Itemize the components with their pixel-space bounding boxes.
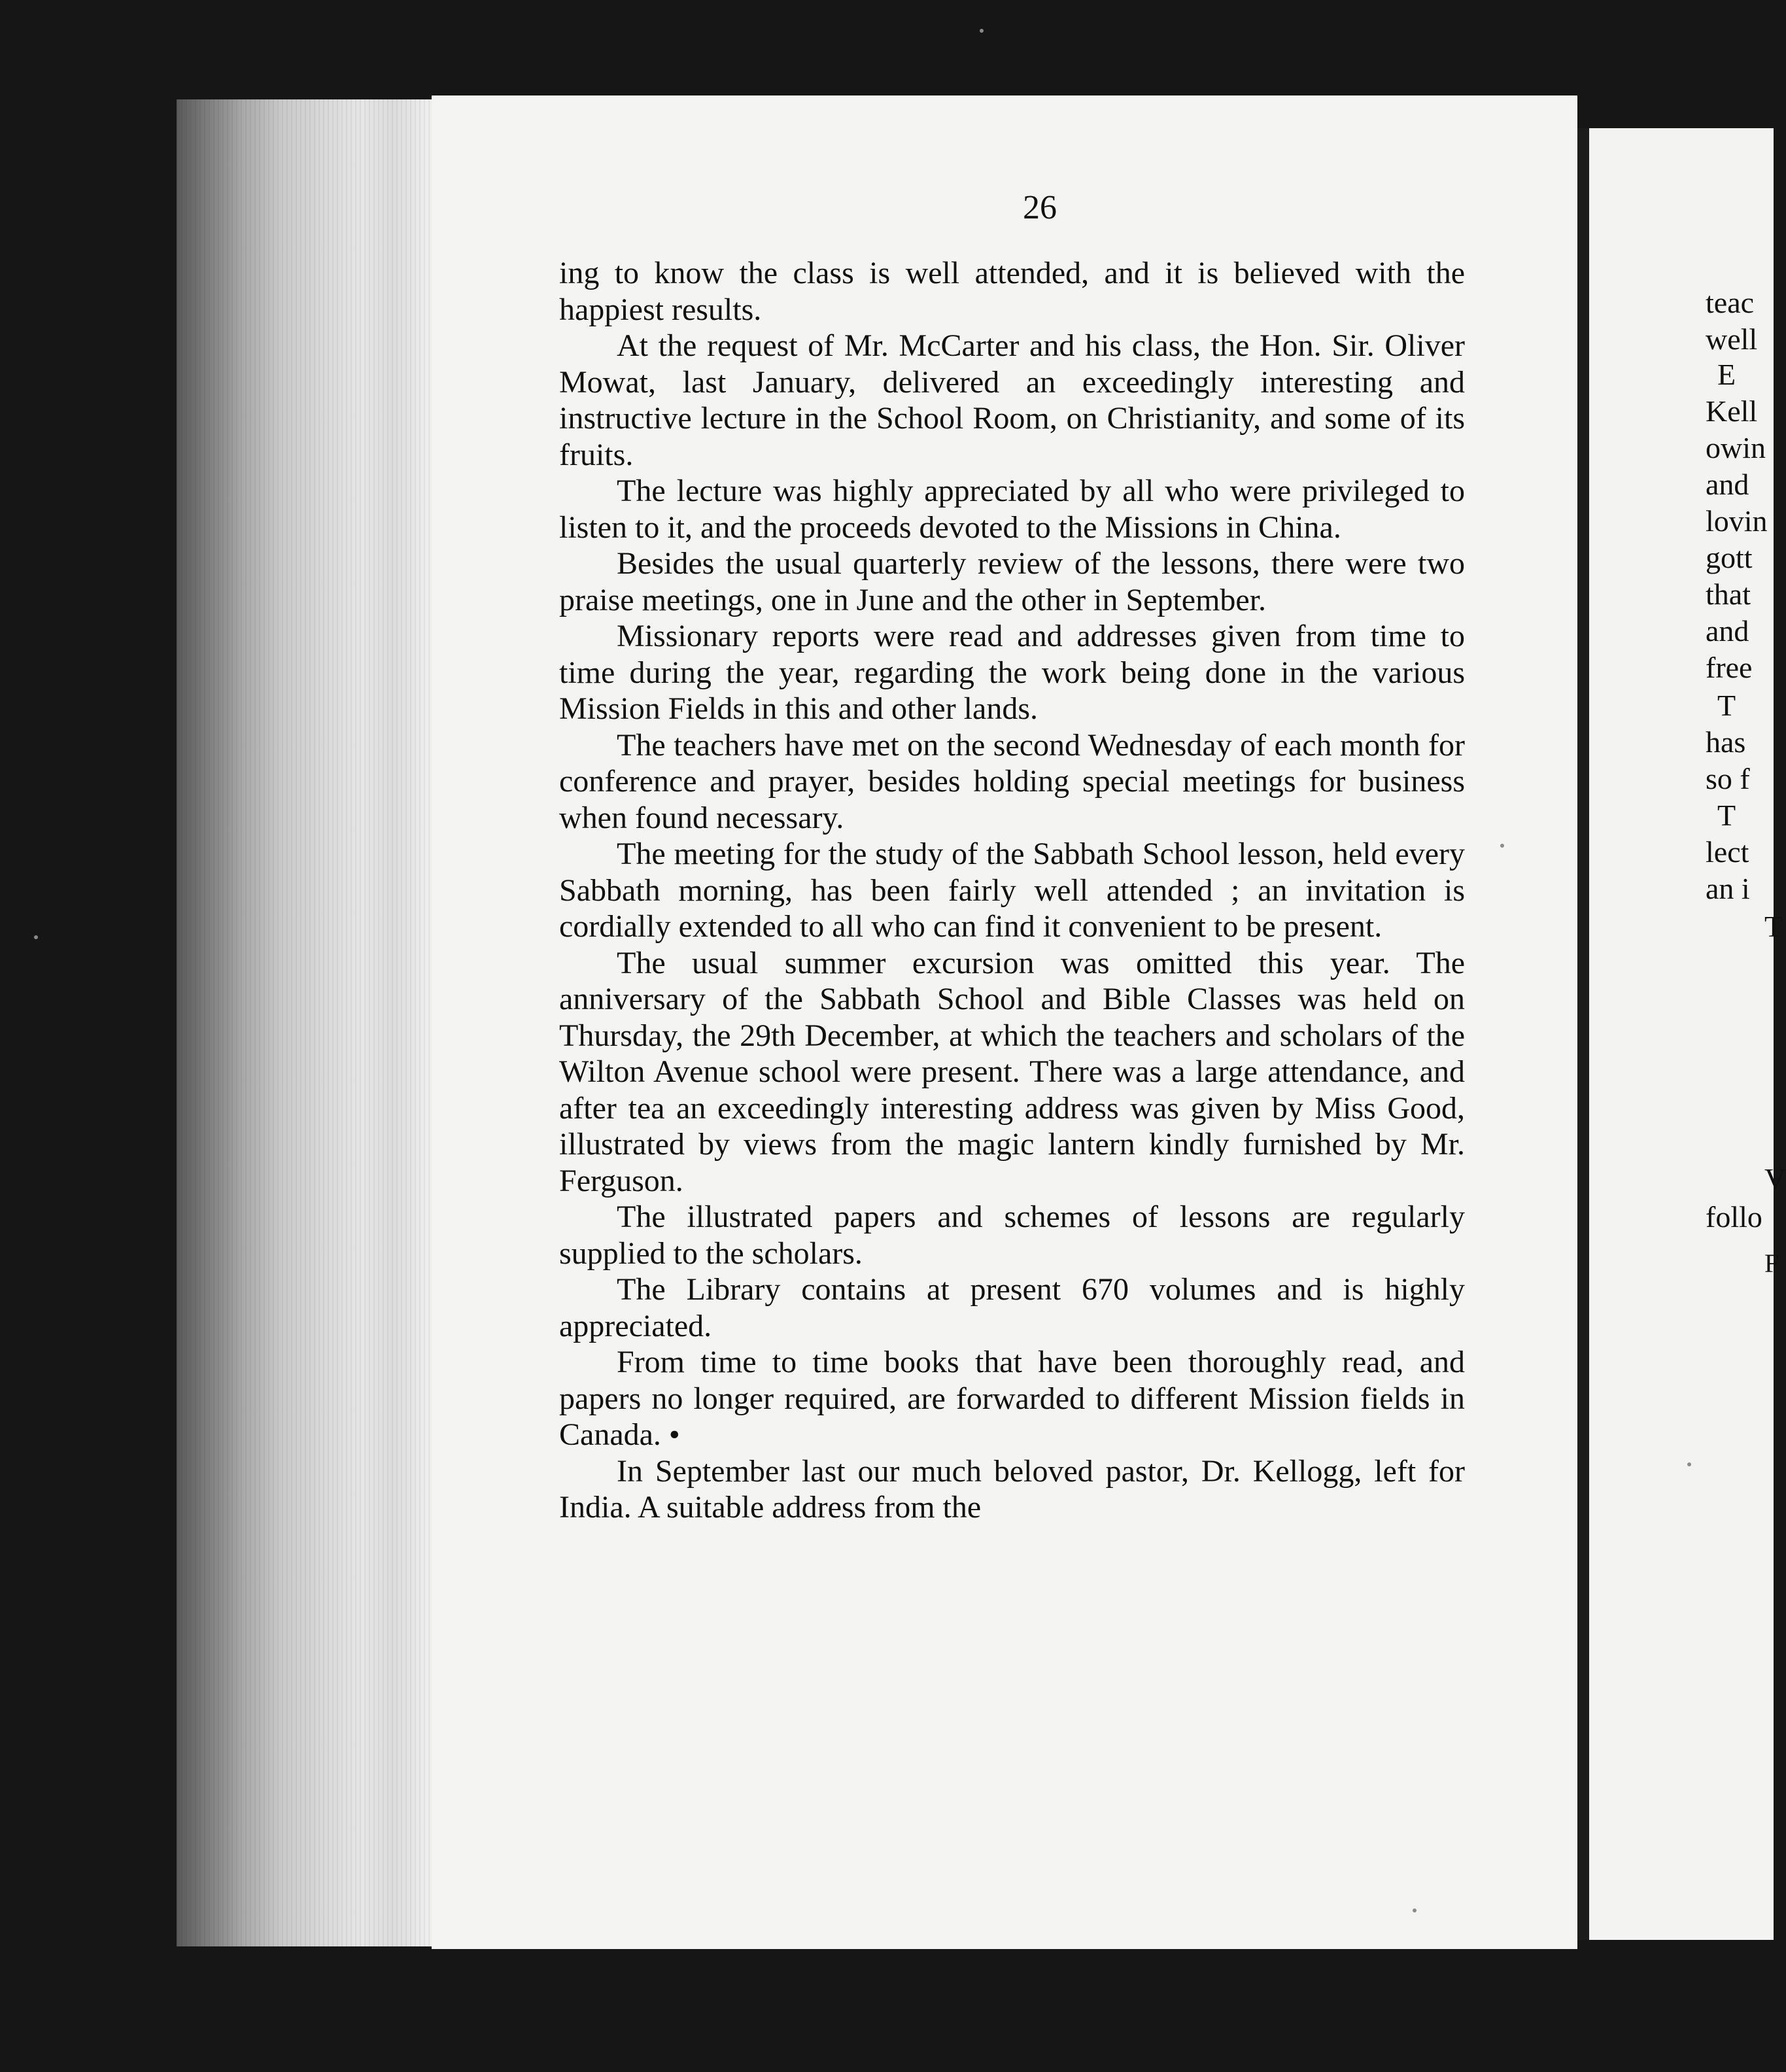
right-fragment: that bbox=[1706, 578, 1751, 611]
paragraph: The lecture was highly appreciated by all who were privileged to listen to it, and the proceeds devoted to the Missions in China. bbox=[559, 474, 1465, 545]
right-fragment: an i bbox=[1706, 872, 1750, 905]
right-fragment: T bbox=[1764, 910, 1783, 943]
paragraph: At the request of Mr. McCarter and his class, the Hon. Sir. Oliver Mowat, last January, delivered an exceedingly interesting and instructive lecture in the School Room, on Christianity, and some of its fruits. bbox=[559, 328, 1465, 472]
speck bbox=[1500, 844, 1504, 848]
paragraph: From time to time books that have been thoroughly read, and papers no longer required, are forwarded to different Mission fields in Canada. • bbox=[559, 1345, 1465, 1452]
right-fragment: owin bbox=[1706, 431, 1766, 464]
right-fragment: and bbox=[1706, 614, 1749, 648]
right-fragment: F bbox=[1764, 1249, 1779, 1278]
body-text bbox=[559, 255, 1465, 1526]
right-fragment: so f bbox=[1706, 762, 1750, 795]
paragraph: Besides the usual quarterly review of the lessons, there were two praise meetings, one in June and the other in September. bbox=[559, 546, 1465, 617]
right-fragment: well bbox=[1706, 322, 1758, 356]
right-fragment: lect bbox=[1706, 835, 1749, 869]
right-fragment: V bbox=[1764, 1162, 1786, 1196]
speck bbox=[34, 935, 38, 939]
right-fragment: Kell bbox=[1706, 394, 1758, 428]
paragraph: The Library contains at present 670 volumes and is highly appreciated. bbox=[559, 1272, 1465, 1343]
paragraph: The teachers have met on the second Wednesday of each month for conference and prayer, besides holding special meetings for business when found necessary. bbox=[559, 727, 1465, 835]
paragraph: The illustrated papers and schemes of lessons are regularly supplied to the scholars. bbox=[559, 1200, 1465, 1271]
right-fragment: T bbox=[1717, 689, 1736, 722]
speck bbox=[1413, 1908, 1417, 1912]
speck bbox=[1687, 1462, 1691, 1466]
right-fragment: and bbox=[1706, 468, 1749, 501]
paragraph: The meeting for the study of the Sabbath School lesson, held every Sabbath morning, has been fairly well attended ; an invitation is cordially extended to all who can find it convenient to be present. bbox=[559, 837, 1465, 944]
paragraph: In September last our much beloved pastor, Dr. Kellogg, left for India. A suitable address from the bbox=[559, 1453, 1465, 1525]
right-fragment: has bbox=[1706, 725, 1746, 759]
speck bbox=[980, 29, 984, 33]
right-fragment: follo bbox=[1706, 1200, 1762, 1234]
right-fragment: free bbox=[1706, 651, 1753, 684]
paragraph: Missionary reports were read and addresses given from time to time during the year, regarding the work being done in the various Mission Fields in this and other lands. bbox=[559, 619, 1465, 726]
paragraph: ing to know the class is well attended, and it is believed with the happiest results. bbox=[559, 256, 1465, 327]
right-fragment: gott bbox=[1706, 541, 1753, 574]
paragraph: The usual summer excursion was omitted this year. The anniversary of the Sabbath School and Bible Classes was held on Thursday, the 29th December, at which the teachers and scholars of the Wilton Avenue school were present. There was a large attendance, and after tea an exceedingly interesting address was given by Miss Good, illustrated by views from the magic lantern kindly furnished by Mr. Ferguson. bbox=[559, 945, 1465, 1198]
right-fragment: teac bbox=[1706, 286, 1755, 319]
right-fragment: T bbox=[1717, 799, 1736, 832]
page-number: 26 bbox=[1023, 189, 1057, 226]
right-fragment: lovin bbox=[1706, 504, 1768, 538]
right-fragment: E bbox=[1717, 358, 1736, 391]
